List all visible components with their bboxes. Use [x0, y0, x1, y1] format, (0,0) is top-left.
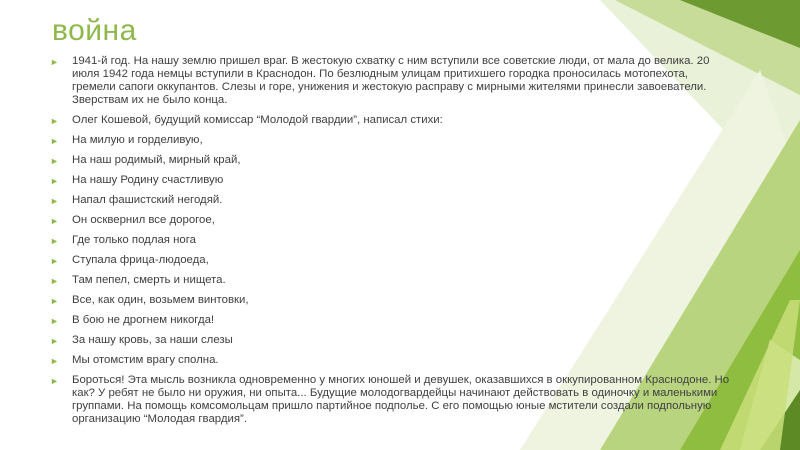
paragraph-text: Ступала фрица-людоеда,: [72, 254, 209, 266]
bullet-arrow-icon: ►: [50, 256, 59, 266]
bullet-arrow-icon: ►: [50, 176, 59, 186]
bullet-arrow-icon: ►: [50, 116, 59, 126]
paragraph-text: На наш родимый, мирный край,: [72, 154, 241, 166]
paragraph-text: Олег Кошевой, будущий комиссар “Молодой гвардии”, написал стихи:: [72, 114, 443, 126]
paragraph-text: Бороться! Эта мысль возникла одновременно у многих юношей и девушек, оказавшихся в оккупированном Краснодоне. Но как? У ребят не было ни оружия, ни опыта... Будущие молодогвардейцы начинают действовать в одиночку и маленькими группами. На помощь комсомольцам пришло партийное подполье. С его помощью юные мстители создали подпольную организацию “Молодая гвардия”.: [72, 374, 730, 425]
paragraph-item: [50, 114, 730, 127]
paragraph-item: [50, 214, 730, 227]
bullet-arrow-icon: ►: [50, 336, 59, 346]
paragraph-text: Напал фашистский негодяй.: [72, 194, 223, 206]
paragraph-item: [50, 374, 730, 426]
paragraph-text: Он осквернил все дорогое,: [72, 214, 215, 226]
paragraph-item: [50, 194, 730, 207]
bullet-arrow-icon: ►: [50, 156, 59, 166]
slide-title: война: [52, 14, 137, 47]
paragraph-text: Мы отомстим врагу сполна.: [72, 354, 219, 366]
bullet-arrow-icon: ►: [50, 316, 59, 326]
paragraph-item: [50, 234, 730, 247]
paragraph-text: На нашу Родину счастливую: [72, 174, 224, 186]
paragraph-item: [50, 314, 730, 327]
bullet-arrow-icon: ►: [50, 57, 59, 67]
bullet-arrow-icon: ►: [50, 216, 59, 226]
paragraph-text: В бою не дрогнем никогда!: [72, 314, 215, 326]
paragraph-text: Все, как один, возьмем винтовки,: [72, 294, 249, 306]
paragraph-text: За нашу кровь, за наши слезы: [72, 334, 233, 346]
slide-body: [50, 55, 730, 433]
paragraph-item: [50, 134, 730, 147]
paragraph-text: На милую и горделивую,: [72, 134, 203, 146]
paragraph-item: [50, 174, 730, 187]
bullet-arrow-icon: ►: [50, 276, 59, 286]
paragraph-item: [50, 254, 730, 267]
bullet-arrow-icon: ►: [50, 236, 59, 246]
paragraph-item: [50, 354, 730, 367]
paragraph-item: [50, 274, 730, 287]
paragraph-text: Там пепел, смерть и нищета.: [72, 274, 226, 286]
bullet-arrow-icon: ►: [50, 296, 59, 306]
paragraph-item: [50, 294, 730, 307]
paragraph-text: 1941-й год. На нашу землю пришел враг. В жестокую схватку с ним вступили все советские люди, от мала до велика. 20 июля 1942 года немцы вступили в Краснодон. По безлюдным улицам притихшего городка проносилась мотопехота, гремели сапоги оккупантов. Слезы и горе, унижения и жестокую расправу с мирными жителями принесли завоеватели. Зверствам их не было конца.: [72, 55, 710, 106]
bullet-arrow-icon: ►: [50, 136, 59, 146]
bullet-arrow-icon: ►: [50, 356, 59, 366]
bullet-arrow-icon: ►: [50, 196, 59, 206]
paragraph-item: [50, 55, 730, 107]
bullet-arrow-icon: ►: [50, 376, 59, 386]
paragraph-item: [50, 334, 730, 347]
paragraph-item: [50, 154, 730, 167]
paragraph-text: Где только подлая нога: [72, 234, 196, 246]
